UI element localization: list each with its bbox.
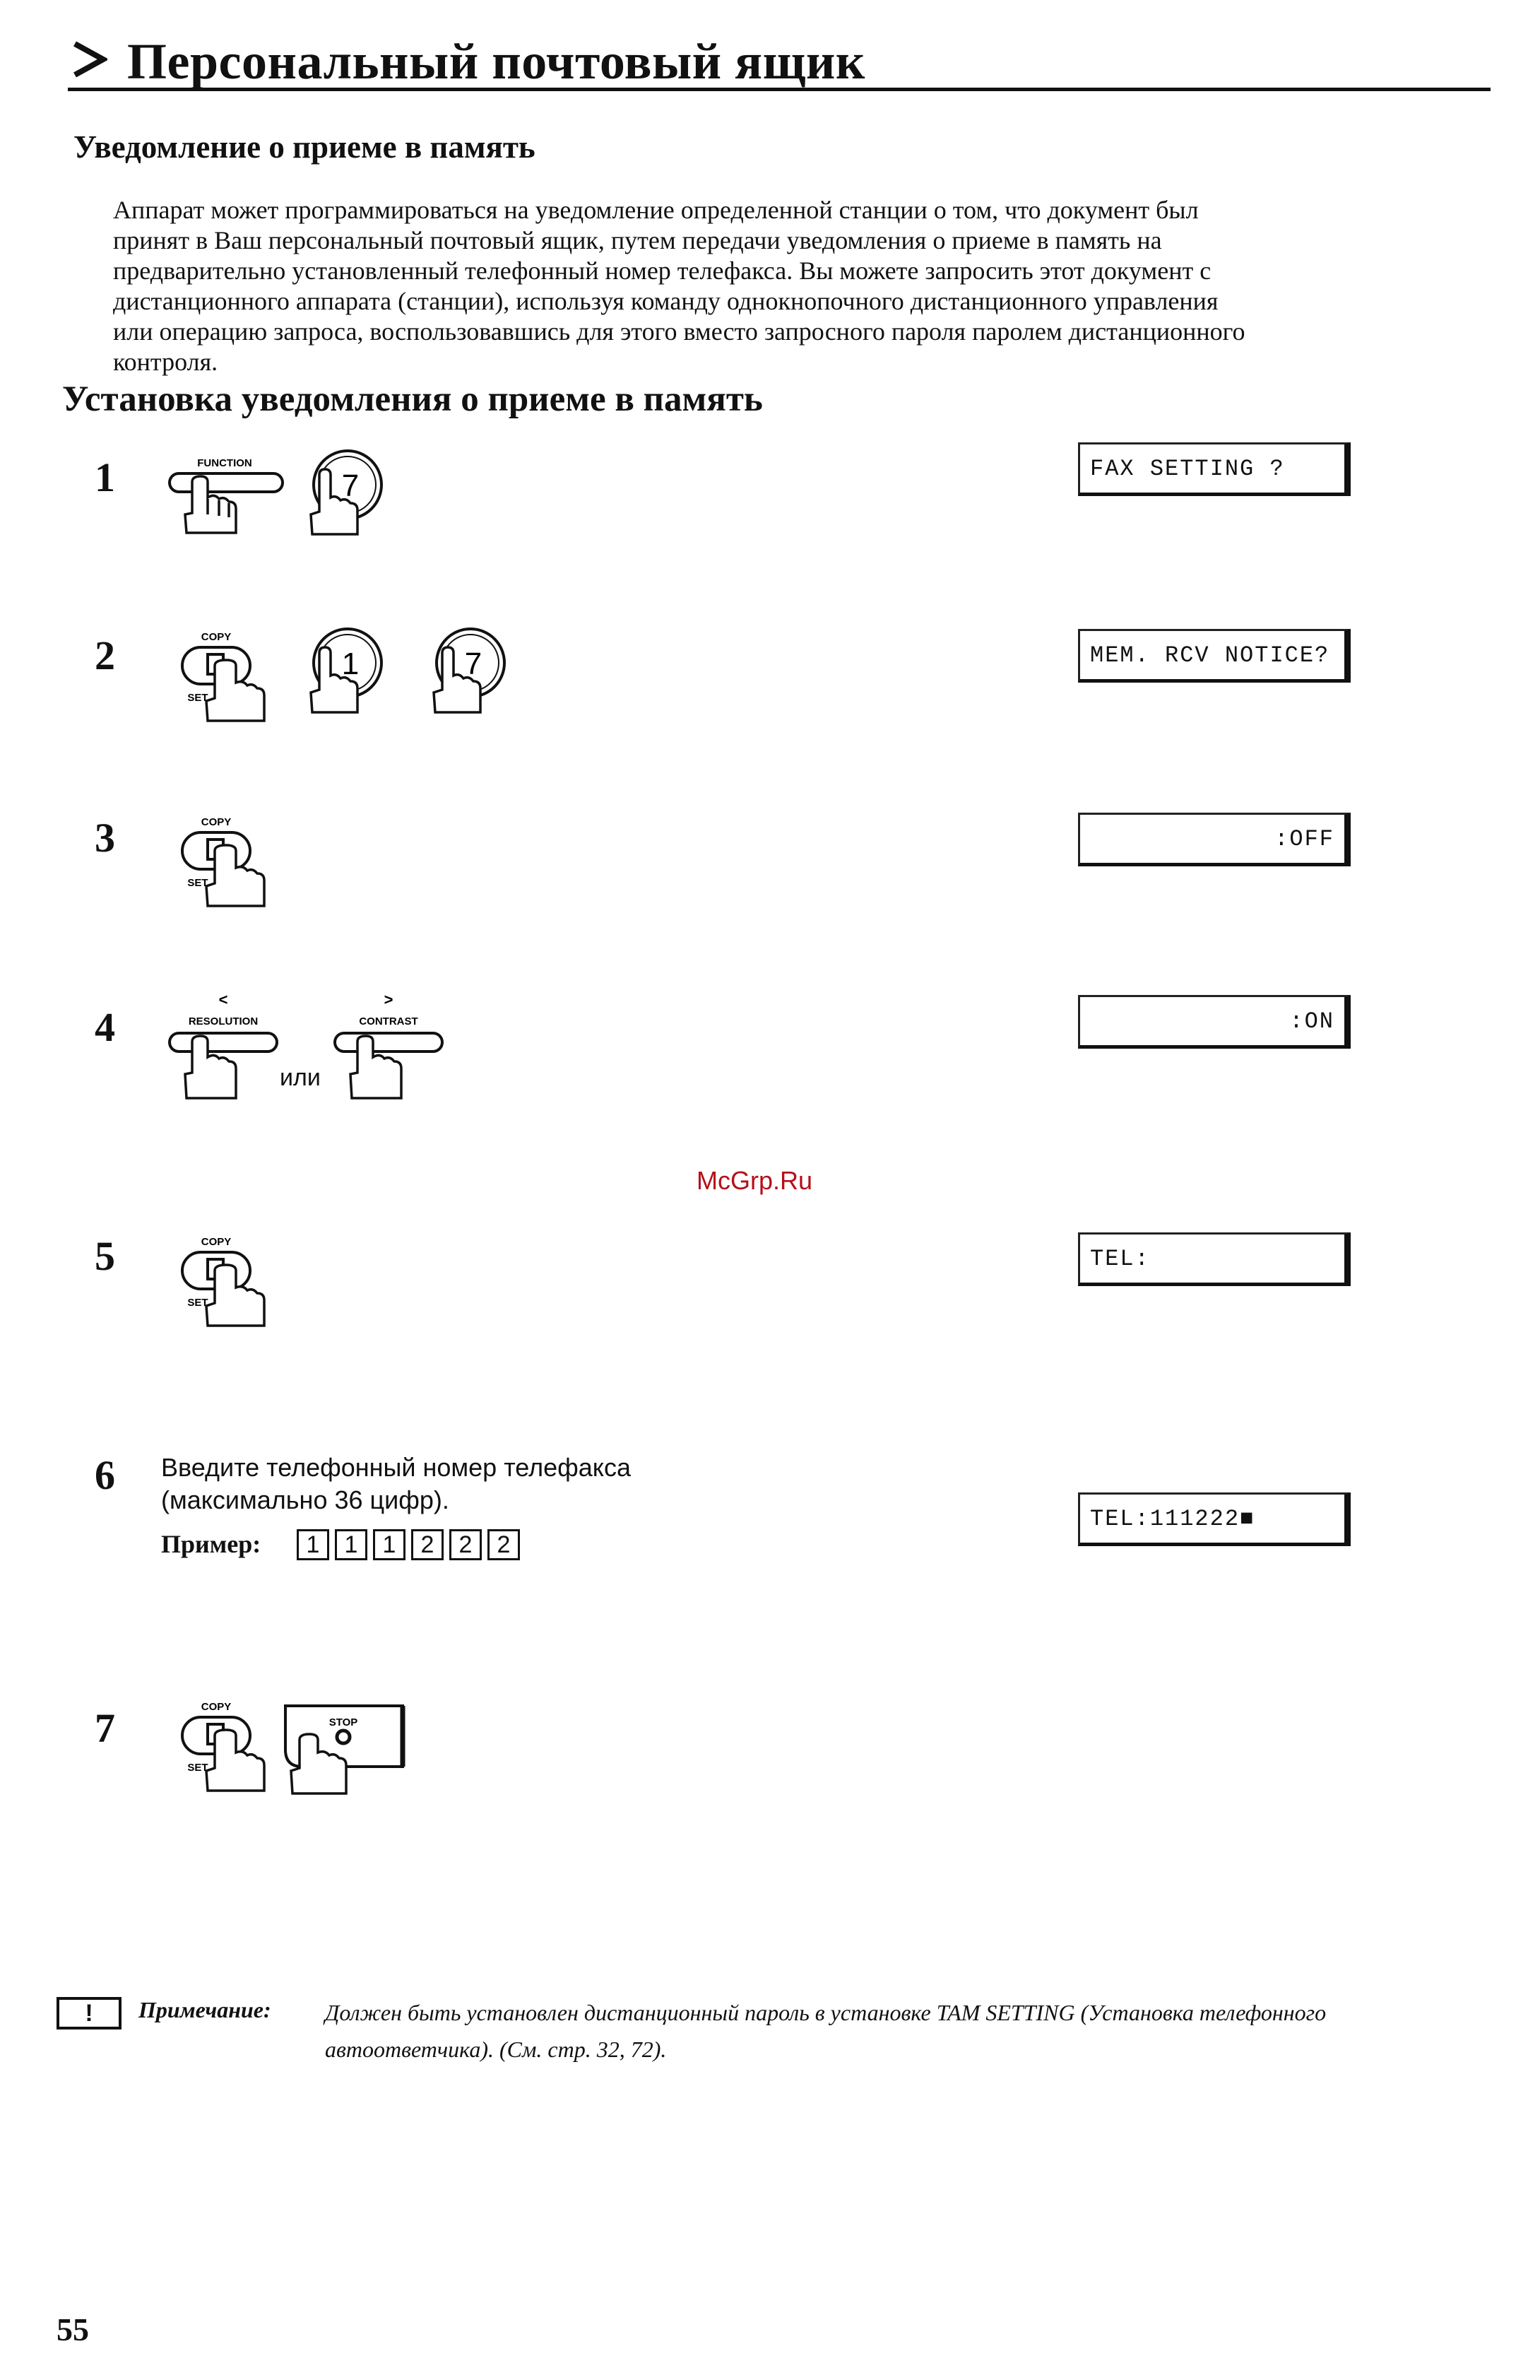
pointing-hand-icon — [206, 1265, 264, 1326]
arrow-right-icon — [71, 38, 107, 81]
digit-key-7[interactable] — [304, 447, 389, 538]
copy-set-key[interactable] — [177, 1232, 276, 1331]
left-arrow-icon: < — [218, 991, 228, 1008]
copy-set-key[interactable] — [177, 628, 276, 726]
set-key-label: SET — [187, 692, 208, 704]
contrast-key[interactable] — [332, 992, 452, 1105]
digit-key-box: 1 — [335, 1529, 367, 1560]
note-text — [325, 1994, 1498, 2068]
function-key[interactable] — [167, 449, 287, 541]
page-number: 55 — [57, 2311, 89, 2347]
page-header — [68, 31, 1491, 91]
intro-line: принят в Ваш персональный почтовый ящик, путем передачи уведомления о приеме в память на — [113, 226, 1162, 254]
step-number-7: 7 — [95, 1705, 115, 1751]
copy-set-key[interactable] — [177, 1697, 276, 1796]
section-title: Установка уведомления о приеме в память — [62, 379, 763, 419]
digit-key-box: 1 — [373, 1529, 405, 1560]
note-icon: ! — [57, 1997, 122, 2030]
right-arrow-icon: > — [384, 991, 393, 1008]
digit-key-box: 2 — [487, 1529, 520, 1560]
digit-1-label: 1 — [341, 647, 360, 681]
digit-key-1[interactable] — [304, 625, 389, 717]
intro-line: контроля. — [113, 348, 218, 376]
step6-line: Введите телефонный номер телефакса — [161, 1453, 631, 1482]
digit-7-label: 7 — [341, 469, 360, 503]
step6-instructions — [161, 1451, 631, 1516]
step-number-1: 1 — [95, 454, 115, 500]
lcd-display-step5: TEL: — [1078, 1232, 1351, 1286]
resolution-key-label: RESOLUTION — [188, 1015, 259, 1027]
resolution-key[interactable] — [167, 992, 287, 1105]
digit-key-box: 2 — [411, 1529, 444, 1560]
copy-key-label: COPY — [201, 631, 232, 643]
intro-line: или операцию запроса, воспользовавшись для этого вместо запросного пароля паролем дистанционного — [113, 317, 1245, 346]
step-number-6: 6 — [95, 1452, 115, 1498]
or-text: или — [280, 1064, 321, 1091]
step6-line: (максимально 36 цифр). — [161, 1485, 449, 1514]
step-number-3: 3 — [95, 815, 115, 861]
note-line: Должен быть установлен дистанционный пароль в установке TAM SETTING (Установка телефонного — [325, 2000, 1327, 2025]
function-key-label: FUNCTION — [197, 457, 252, 469]
copy-set-key[interactable] — [177, 813, 276, 912]
intro-line: Аппарат может программироваться на уведомление определенной станции о том, что документ был — [113, 196, 1199, 224]
set-key-label: SET — [187, 1297, 208, 1309]
subtitle: Уведомление о приеме в память — [73, 129, 535, 165]
digit-key-7-second[interactable] — [427, 625, 511, 717]
intro-paragraph — [113, 195, 1469, 377]
page-title: Персональный почтовый ящик — [127, 33, 865, 90]
watermark: McGrp.Ru — [697, 1166, 813, 1195]
copy-key-label: COPY — [201, 816, 232, 828]
contrast-key-label: CONTRAST — [359, 1015, 418, 1027]
step-number-2: 2 — [95, 632, 115, 678]
note-label: Примечание: — [138, 1997, 271, 2022]
step-number-5: 5 — [95, 1233, 115, 1279]
copy-key-label: COPY — [201, 1236, 232, 1248]
step-number-4: 4 — [95, 1004, 115, 1050]
set-key-label: SET — [187, 1762, 208, 1774]
lcd-display-step3: :OFF — [1078, 813, 1351, 866]
lcd-display-step4: :ON — [1078, 995, 1351, 1049]
stop-key[interactable] — [281, 1699, 408, 1798]
example-digits — [297, 1529, 520, 1560]
set-key-label: SET — [187, 877, 208, 889]
intro-line: предварительно установленный телефонный номер телефакса. Вы можете запросить этот документ с — [113, 257, 1212, 285]
digit-key-box: 1 — [297, 1529, 329, 1560]
stop-icon — [337, 1731, 350, 1743]
digit-key-box: 2 — [449, 1529, 482, 1560]
lcd-display-step1: FAX SETTING ? — [1078, 442, 1351, 496]
copy-key-label: COPY — [201, 1701, 232, 1713]
stop-key-label: STOP — [328, 1716, 358, 1728]
pointing-hand-icon — [206, 845, 264, 906]
lcd-display-step2: MEM. RCV NOTICE? — [1078, 629, 1351, 683]
intro-line: дистанционного аппарата (станции), используя команду однокнопочного дистанционного управления — [113, 287, 1219, 315]
pointing-hand-icon — [206, 660, 264, 721]
note-line: автоответчика). (См. стр. 32, 72). — [325, 2037, 667, 2062]
pointing-hand-icon — [206, 1730, 264, 1791]
lcd-display-step6: TEL:111222■ — [1078, 1492, 1351, 1546]
digit-7-label: 7 — [464, 647, 482, 681]
example-label: Пример: — [161, 1530, 261, 1558]
